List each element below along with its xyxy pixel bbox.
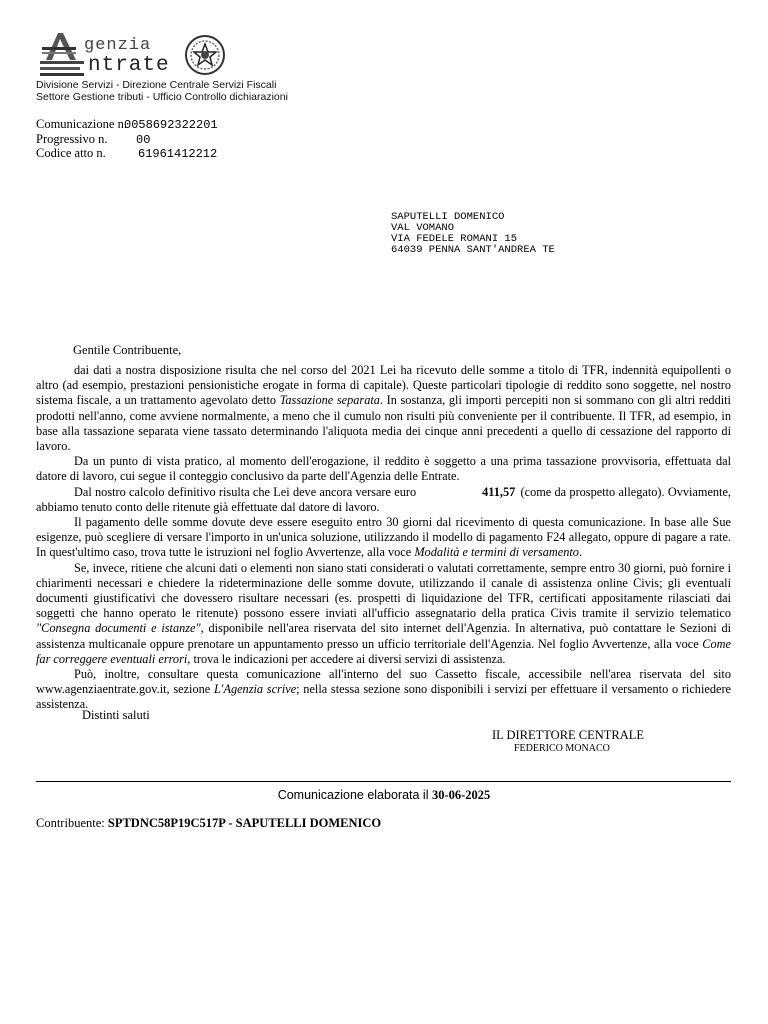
republic-emblem-icon	[184, 34, 226, 76]
progressivo-value: 00	[136, 133, 151, 147]
comunicazione-value: 0058692322201	[124, 118, 218, 132]
address-line-name: SAPUTELLI DOMENICO	[391, 211, 505, 223]
progressivo-label: Progressivo n.	[36, 132, 108, 146]
paragraph-assistenza: Se, invece, ritiene che alcuni dati o elementi non siano stati considerati o valutati correttamente, sempre entro 30 giorni, può fornire i chiarimenti necessari e chiedere la rideterminazione delle somme dovute, utilizzando il canale di assistenza online Civis; gli eventuali documenti giustificativi che dovessero risultare necessari (es. prospetti di liquidazione del TFR, certificati appositamente rilasciati dai soggetti che hanno operato le ritenute) possono essere inviati all'ufficio assegnatario della pratica Civis tramite il servizio telematico "Consegna documenti e istanze", disponibile nell'area riservata del sito internet dell'Agenzia. In alternativa, può contattare le Sezioni di assistenza multicanale oppure prenotare un appuntamento presso un ufficio territoriale dell'Agenzia. Nel foglio Avvertenze, alla voce Come far correggere eventuali errori, trova le indicazioni per accedere ai diversi servizi di assistenza.	[36, 560, 732, 666]
address-line-street: VIA FEDELE ROMANI 15	[391, 233, 518, 245]
recipient-address	[391, 212, 555, 256]
paragraph-erogazione: Da un punto di vista pratico, al momento dell'erogazione, il reddito è soggetto a una prima tassazione provvisoria, effettuata dal datore di lavoro, cui segue il conteggio conclusivo da parte dell'Agenzia delle Entrate.	[36, 454, 731, 484]
logo-e-letter-icon	[40, 60, 84, 76]
elaborata-label: Comunicazione elaborata il	[277, 788, 429, 802]
logo-a-letter-icon	[40, 30, 80, 62]
elaborata-line	[0, 788, 768, 803]
address-line-locality: VAL VOMANO	[391, 222, 455, 234]
comunicazione-row	[36, 117, 218, 132]
agenzia-entrate-logo	[36, 30, 336, 103]
greeting: Gentile Contribuente,	[73, 343, 182, 357]
codice-label: Codice atto n.	[36, 146, 106, 160]
paragraph-pagamento: Il pagamento delle somme dovute deve essere eseguito entro 30 giorni dal ricevimento di questa comunicazione. In base alle Sue esigenze, può scegliere di versare l'importo in un'unica soluzione, utilizzando il modello di pagamento F24 allegato, oppure di pagare a rate. In quest'ultimo caso, trova tutte le istruzioni nel foglio Avvertenze, alla voce Modalità e termini di versamento.	[36, 515, 731, 560]
logo-word-entrate: ntrate	[88, 54, 170, 77]
amount-due: 411,57	[482, 484, 516, 499]
signer-name: FEDERICO MONACO	[514, 743, 610, 754]
letter-body	[36, 363, 731, 713]
contribuente-value: SPTDNC58P19C517P - SAPUTELLI DOMENICO	[107, 816, 382, 830]
codice-row	[36, 146, 218, 161]
contribuente-line	[36, 816, 381, 831]
codice-value: 61961412212	[138, 147, 218, 161]
closing: Distinti saluti	[82, 708, 150, 722]
logo-word-agenzia: genzia	[84, 36, 152, 55]
paragraph-tfr: dai dati a nostra disposizione risulta che nel corso del 2021 Lei ha ricevuto delle somme a titolo di TFR, indennità equipollenti o altro (ad esempio, prestazioni pensionistiche erogate in forma di capitale). Queste particolari tipologie di reddito sono soggette, nel nostro sistema fiscale, a un trattamento agevolato detto Tassazione separata. In sostanza, gli importi percepiti non si sommano con gli altri redditi prodotti nell'anno, come avviene normalmente, a meno che il cumulo non risulti più conveniente per il contribuente. Il TFR, ad esempio, in base alla tassazione separata viene tassato determinando l'aliquota media dei cinque anni precedenti a quello di cessazione del rapporto di lavoro.	[36, 363, 731, 454]
sector-line: Settore Gestione tributi - Ufficio Controllo dichiarazioni	[36, 91, 288, 103]
contribuente-label: Contribuente:	[36, 816, 105, 830]
paragraph-importo: Dal nostro calcolo definitivo risulta che Lei deve ancora versare euro 411,57 (come da prospetto allegato). Ovviamente, abbiamo tenuto conto delle ritenute già effettuate dal datore di lavoro.	[36, 484, 731, 514]
elaborata-date: 30-06-2025	[431, 788, 491, 802]
division-line: Divisione Servizi - Direzione Centrale Servizi Fiscali	[36, 79, 277, 91]
progressivo-row	[36, 132, 151, 147]
signer-title: IL DIRETTORE CENTRALE	[492, 728, 645, 742]
address-line-city: 64039 PENNA SANT'ANDREA TE	[391, 244, 555, 256]
paragraph-cassetto: Può, inoltre, consultare questa comunicazione all'interno del suo Cassetto fiscale, accessibile nell'area riservata del sito www.agenziaentrate.gov.it, sezione L'Agenzia scrive; nella stessa sezione sono disponibili i servizi per effettuare il versamento o richiedere assistenza.	[36, 667, 731, 712]
comunicazione-label: Comunicazione n.	[36, 117, 127, 131]
footer-divider	[36, 781, 731, 782]
